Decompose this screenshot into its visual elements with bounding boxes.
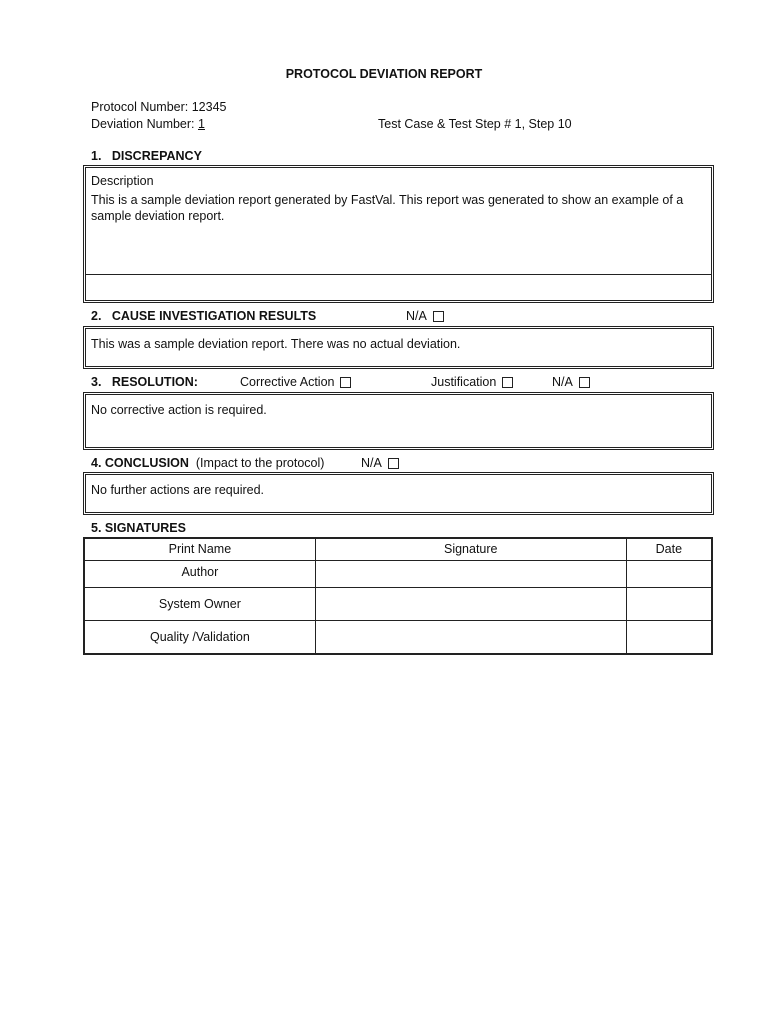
justification-option bbox=[431, 375, 513, 389]
table-row bbox=[84, 587, 712, 620]
signature-cell[interactable] bbox=[315, 620, 626, 654]
resolution-na-checkbox[interactable] bbox=[579, 377, 590, 388]
cause-na bbox=[406, 309, 444, 323]
section-resolution-heading: 3. RESOLUTION: bbox=[91, 375, 198, 389]
page-title: PROTOCOL DEVIATION REPORT bbox=[285, 67, 483, 81]
conclusion-text: No further actions are required. bbox=[91, 483, 265, 497]
deviation-number-value: 1 bbox=[198, 117, 205, 131]
cause-text: This was a sample deviation report. There was no actual deviation. bbox=[91, 337, 461, 351]
justification-label: Justification bbox=[431, 375, 497, 389]
resolution-box bbox=[83, 392, 714, 450]
row-label-system-owner: System Owner bbox=[84, 587, 315, 620]
signature-cell[interactable] bbox=[315, 587, 626, 620]
description-label: Description bbox=[91, 174, 154, 188]
signature-cell[interactable] bbox=[315, 560, 626, 587]
conclusion-subheading: (Impact to the protocol) bbox=[195, 456, 325, 470]
protocol-number: Protocol Number: 12345 bbox=[91, 100, 227, 114]
test-case-step: Test Case & Test Step # 1, Step 10 bbox=[378, 117, 572, 131]
cause-na-label: N/A bbox=[406, 309, 427, 323]
corrective-action-label: Corrective Action bbox=[240, 375, 335, 389]
date-cell[interactable] bbox=[626, 620, 712, 654]
conclusion-box bbox=[83, 472, 714, 515]
resolution-na-label: N/A bbox=[552, 375, 573, 389]
table-row bbox=[84, 620, 712, 654]
section-signatures-heading: 5. SIGNATURES bbox=[91, 521, 186, 535]
cause-na-checkbox[interactable] bbox=[433, 311, 444, 322]
corrective-action-option bbox=[240, 375, 351, 389]
conclusion-na-label: N/A bbox=[361, 456, 382, 470]
column-header-signature: Signature bbox=[315, 538, 626, 560]
column-header-print-name: Print Name bbox=[84, 538, 315, 560]
resolution-na-option bbox=[552, 375, 590, 389]
row-label-quality-validation: Quality /Validation bbox=[84, 620, 315, 654]
signatures-table bbox=[83, 537, 713, 655]
section-discrepancy-heading: 1. DISCREPANCY bbox=[91, 149, 202, 163]
description-text: This is a sample deviation report generated by FastVal. This report was generated to show an example of a sample deviation report. bbox=[91, 193, 684, 223]
cause-box bbox=[83, 326, 714, 369]
date-cell[interactable] bbox=[626, 587, 712, 620]
table-row bbox=[84, 560, 712, 587]
discrepancy-box bbox=[83, 165, 714, 303]
justification-checkbox[interactable] bbox=[502, 377, 513, 388]
resolution-text: No corrective action is required. bbox=[91, 403, 267, 417]
deviation-number bbox=[91, 117, 205, 131]
section-cause-heading: 2. CAUSE INVESTIGATION RESULTS bbox=[91, 309, 317, 323]
column-header-date: Date bbox=[626, 538, 712, 560]
signatures-header-row bbox=[84, 538, 712, 560]
conclusion-na-option bbox=[361, 456, 399, 470]
conclusion-na-checkbox[interactable] bbox=[388, 458, 399, 469]
corrective-action-checkbox[interactable] bbox=[340, 377, 351, 388]
deviation-number-label: Deviation Number: bbox=[91, 117, 198, 131]
section-conclusion-heading bbox=[91, 456, 324, 470]
date-cell[interactable] bbox=[626, 560, 712, 587]
row-label-author: Author bbox=[84, 560, 315, 587]
conclusion-heading-label: 4. CONCLUSION bbox=[91, 456, 189, 470]
description-divider bbox=[86, 274, 711, 275]
